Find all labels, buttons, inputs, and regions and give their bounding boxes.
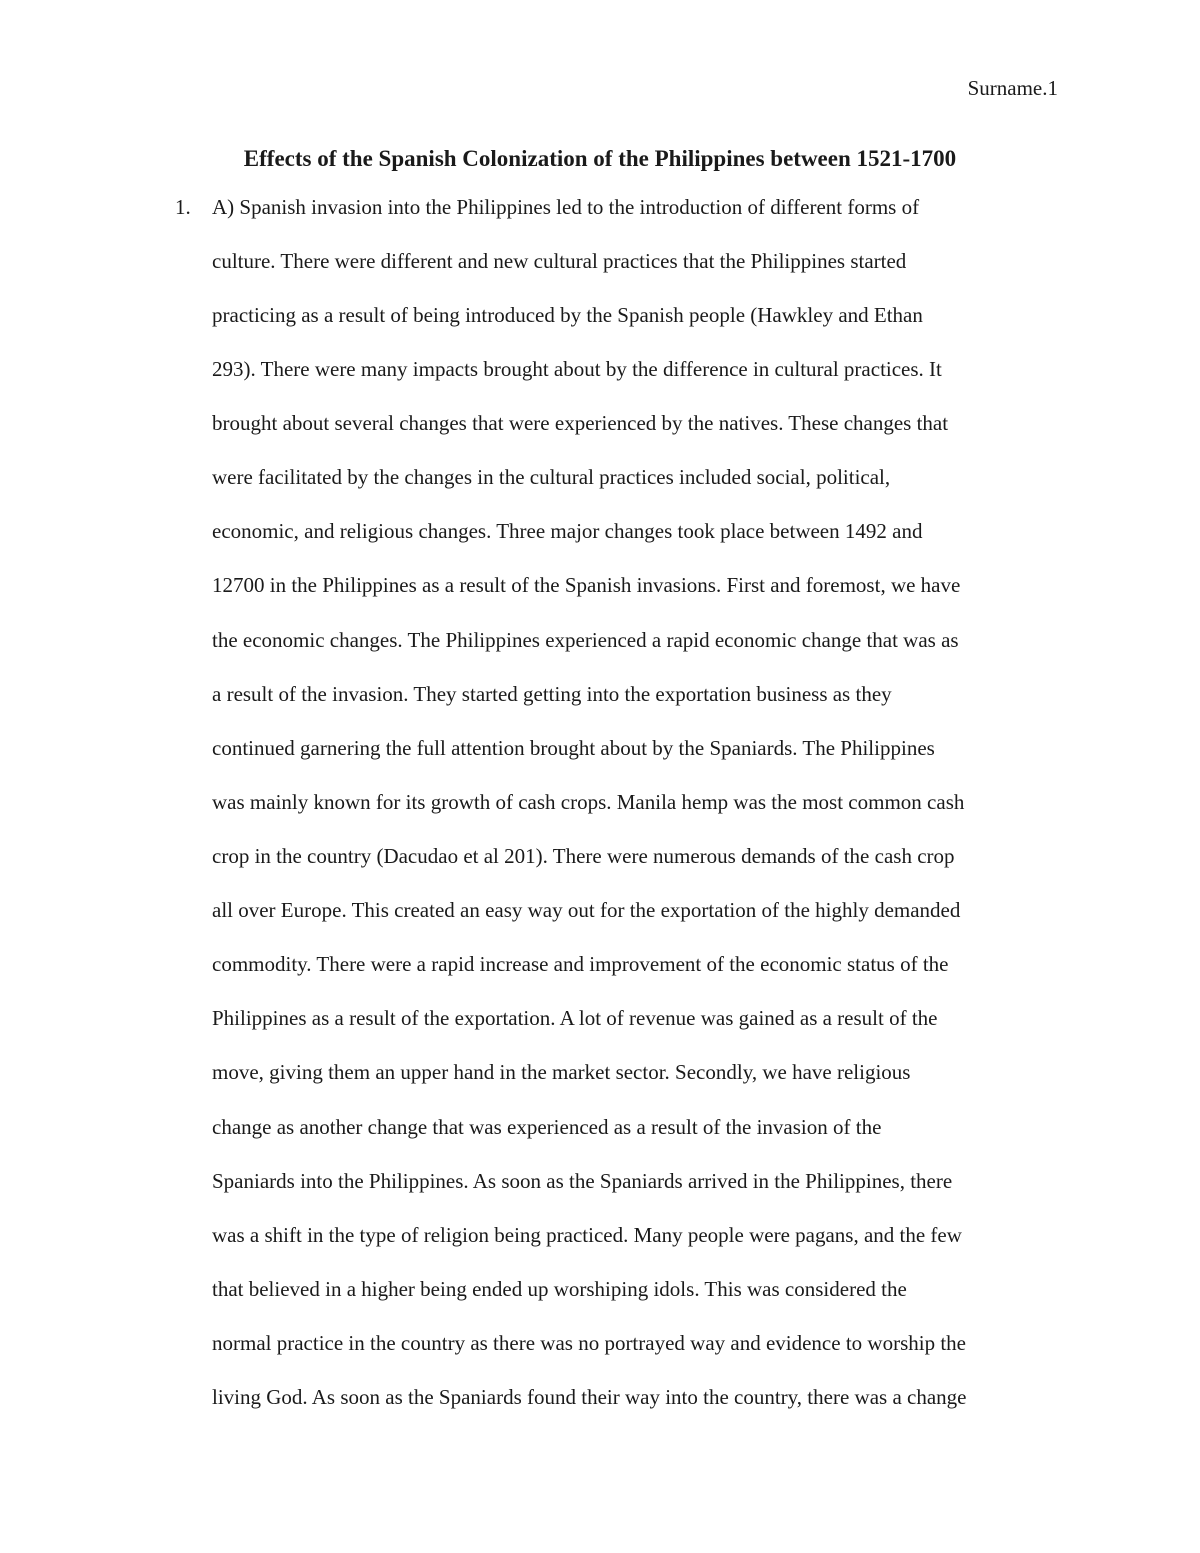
body-line: was mainly known for its growth of cash crops. Manila hemp was the most common cash (212, 790, 965, 814)
body-line: Spaniards into the Philippines. As soon as the Spaniards arrived in the Philippines, there (212, 1169, 953, 1193)
body-line: culture. There were different and new cultural practices that the Philippines started (212, 249, 907, 273)
body-line: normal practice in the country as there was no portrayed way and evidence to worship the (212, 1331, 966, 1355)
body-line: that believed in a higher being ended up worshiping idols. This was considered the (212, 1277, 907, 1301)
body-line: crop in the country (Dacudao et al 201). There were numerous demands of the cash crop (212, 844, 955, 868)
body-line: were facilitated by the changes in the cultural practices included social, political, (212, 465, 891, 489)
body-line: move, giving them an upper hand in the market sector. Secondly, we have religious (212, 1060, 911, 1084)
body-line: A) Spanish invasion into the Philippines led to the introduction of different forms of (212, 195, 920, 219)
body-line: 293). There were many impacts brought about by the difference in cultural practices. It (212, 357, 942, 381)
body-line: continued garnering the full attention brought about by the Spaniards. The Philippines (212, 736, 935, 760)
running-head: Surname.1 (967, 76, 1058, 100)
body-line: commodity. There were a rapid increase and improvement of the economic status of the (212, 952, 949, 976)
list-number: 1. (175, 195, 191, 219)
body-line: economic, and religious changes. Three major changes took place between 1492 and (212, 519, 923, 543)
body-line: the economic changes. The Philippines experienced a rapid economic change that was as (212, 628, 959, 652)
body-line: brought about several changes that were experienced by the natives. These changes that (212, 411, 949, 435)
document-title: Effects of the Spanish Colonization of the Philippines between 1521-1700 (243, 146, 957, 171)
body-line: a result of the invasion. They started getting into the exportation business as they (212, 682, 892, 706)
body-line: Philippines as a result of the exportation. A lot of revenue was gained as a result of the (212, 1006, 938, 1030)
body-line: 12700 in the Philippines as a result of the Spanish invasions. First and foremost, we have (212, 573, 961, 597)
body-line: practicing as a result of being introduced by the Spanish people (Hawkley and Ethan (212, 303, 923, 327)
body-line: change as another change that was experienced as a result of the invasion of the (212, 1115, 882, 1139)
body-line: was a shift in the type of religion being practiced. Many people were pagans, and the few (212, 1223, 962, 1247)
body-line: all over Europe. This created an easy way out for the exportation of the highly demanded (212, 898, 961, 922)
body-line: living God. As soon as the Spaniards found their way into the country, there was a change (212, 1385, 967, 1409)
